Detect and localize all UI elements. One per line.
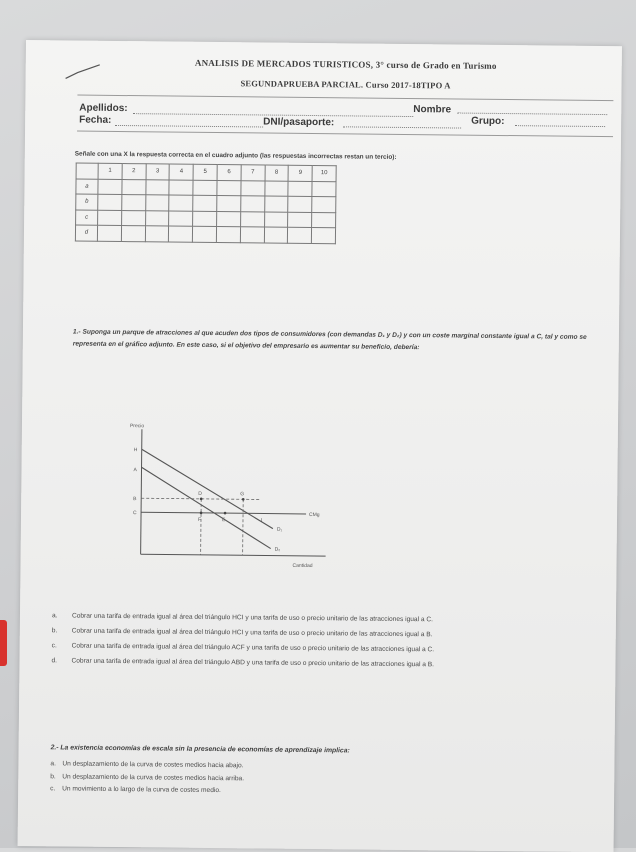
graph-y-axis-label: Precio	[129, 423, 145, 430]
option-text: Cobrar una tarifa de entrada igual al área del triángulo HCI y una tarifa de uso o precio unitario de las atracciones igual a C.	[71, 612, 434, 624]
apellidos-label: Apellidos:	[79, 102, 128, 115]
answer-cell[interactable]	[121, 210, 145, 226]
cmg-label: CMg	[309, 511, 320, 519]
option-text: Cobrar una tarifa de entrada igual al área del triángulo ACF y una tarifa de uso o precio unitario de las atracciones igual a C.	[71, 642, 435, 654]
demand-graph	[100, 419, 342, 572]
demand-curve-2	[141, 467, 272, 548]
graph-x-axis-label: Cantidad	[292, 562, 313, 570]
grupo-label: Grupo:	[471, 115, 505, 128]
nombre-label: Nombre	[413, 104, 452, 116]
option-text: Un desplazamiento de la curva de costes medios hacia arriba.	[62, 772, 245, 782]
header-divider	[77, 95, 613, 102]
answer-cell[interactable]	[288, 181, 312, 197]
option-letter: b.	[50, 772, 56, 780]
question-2-options	[50, 758, 590, 801]
answer-cell[interactable]	[145, 226, 169, 242]
demand-curve-1	[141, 449, 274, 528]
answer-cell[interactable]	[240, 196, 264, 212]
option-letter: a.	[51, 612, 58, 620]
answer-cell[interactable]	[98, 179, 122, 195]
point-marker	[242, 498, 245, 501]
answer-cell[interactable]	[217, 196, 241, 212]
instructions-text: Señale con una X la respuesta correcta en el cuadro adjunto (las respuestas incorrectas restan un tercio):	[74, 150, 397, 161]
answer-cell[interactable]	[264, 227, 288, 243]
answer-cell[interactable]	[169, 226, 193, 242]
answer-cell[interactable]	[312, 197, 336, 213]
answer-grid-row-d	[75, 225, 335, 243]
answer-cell[interactable]	[145, 210, 169, 226]
answer-grid	[75, 163, 337, 244]
answer-cell[interactable]	[217, 211, 241, 227]
option-letter: d.	[51, 657, 58, 665]
point-label-g: G	[240, 491, 245, 498]
marginal-cost-line	[141, 512, 306, 514]
red-page-tab	[0, 620, 7, 666]
answer-cell[interactable]	[264, 196, 288, 212]
point-label-a: A	[133, 467, 137, 474]
answer-cell[interactable]	[98, 194, 122, 210]
point-label-b: B	[133, 496, 137, 503]
answer-cell[interactable]	[121, 226, 145, 242]
answer-cell[interactable]	[169, 180, 193, 196]
point-label-d: D	[198, 490, 202, 497]
answer-grid-col-header: 5	[193, 164, 217, 180]
option-letter: a.	[50, 760, 56, 768]
answer-cell[interactable]	[193, 195, 217, 211]
answer-grid-col-header: 9	[288, 165, 312, 181]
answer-grid-col-header: 3	[146, 164, 170, 180]
answer-grid-col-header: 4	[169, 164, 193, 180]
option-text: Cobrar una tarifa de entrada igual al área del triángulo HCI y una tarifa de uso o precio unitario de las atracciones igual a B.	[71, 627, 433, 639]
answer-cell[interactable]	[312, 181, 336, 197]
option-text: Un movimiento a lo largo de la curva de costes medio.	[62, 785, 221, 795]
point-label-e: E	[221, 517, 226, 524]
answer-cell[interactable]	[288, 227, 312, 243]
answer-grid-row-label: d	[75, 225, 97, 241]
answer-grid-col-header: 1	[98, 163, 122, 179]
point-marker	[224, 512, 227, 515]
answer-cell[interactable]	[312, 228, 336, 244]
demand-2-label: D₂	[274, 546, 281, 553]
dni-label: DNI/pasaporte:	[263, 116, 335, 129]
question-1-options	[49, 610, 610, 676]
answer-grid-col-header: 2	[122, 164, 146, 180]
answer-cell[interactable]	[145, 179, 169, 195]
answer-cell[interactable]	[240, 211, 264, 227]
option-letter: c.	[50, 785, 56, 793]
answer-grid-col-header: 6	[217, 165, 241, 181]
grupo-line	[515, 115, 605, 127]
answer-cell[interactable]	[97, 225, 121, 241]
fecha-line	[115, 115, 263, 128]
answer-grid-row-label: b	[76, 194, 98, 210]
graph-x-axis	[141, 554, 326, 556]
answer-grid-col-header: 7	[241, 165, 265, 181]
answer-cell[interactable]	[145, 195, 169, 211]
answer-grid-row-label: a	[76, 179, 98, 195]
option-letter: b.	[51, 627, 58, 635]
answer-cell[interactable]	[122, 195, 146, 211]
option-text: Un desplazamiento de la curva de costes medios hacia abajo.	[62, 760, 244, 770]
point-marker	[200, 498, 203, 501]
answer-cell[interactable]	[193, 180, 217, 196]
answer-cell[interactable]	[216, 227, 240, 243]
exam-sheet	[18, 40, 622, 852]
answer-cell[interactable]	[98, 210, 122, 226]
answer-cell[interactable]	[264, 212, 288, 228]
answer-cell[interactable]	[169, 195, 193, 211]
answer-cell[interactable]	[241, 180, 265, 196]
question-2-title: 2.- La existencia economías de escala sin la presencia de economías de aprendizaje implica:	[50, 744, 350, 755]
exam-header-title: ANALISIS DE MERCADOS TURISTICOS, 3° curso de Grado en Turismo	[194, 57, 497, 71]
answer-cell[interactable]	[288, 196, 312, 212]
answer-cell[interactable]	[312, 212, 336, 228]
demand-1-label: D₁	[276, 526, 283, 533]
dni-line	[343, 116, 461, 128]
vertical-dashed-line-2	[243, 499, 244, 555]
answer-cell[interactable]	[193, 211, 217, 227]
answer-cell[interactable]	[169, 211, 193, 227]
answer-grid-col-header: 10	[312, 166, 336, 182]
vertical-dashed-line-1	[201, 499, 202, 555]
answer-cell[interactable]	[193, 226, 217, 242]
graph-y-axis	[141, 429, 142, 554]
fecha-label: Fecha:	[79, 114, 112, 126]
fields-divider	[77, 131, 613, 138]
point-label-i: I	[260, 517, 263, 524]
question-1-text: 1.- Suponga un parque de atracciones al que acuden dos tipos de consumidores (con demandas D₁ y D₂) y con un coste marginal constante igual a C, tal y como se representa en el gráfico adjunto. En este caso, si el objetivo del empresario es aumentar su beneficio, debería:	[72, 328, 587, 352]
exam-header-subtitle: SEGUNDAPRUEBA PARCIAL. Curso 2017-18TIPO A	[240, 78, 451, 91]
answer-cell[interactable]	[288, 212, 312, 228]
point-label-c: C	[133, 510, 137, 517]
answer-grid-col-header: 8	[265, 165, 289, 181]
answer-cell[interactable]	[217, 180, 241, 196]
answer-cell[interactable]	[240, 227, 264, 243]
answer-grid-corner	[76, 163, 98, 179]
option-letter: c.	[51, 642, 57, 650]
point-marker	[200, 512, 203, 515]
point-label-f: F	[197, 516, 202, 523]
answer-grid-row-label: c	[76, 210, 98, 226]
answer-cell[interactable]	[264, 181, 288, 197]
answer-cell[interactable]	[122, 179, 146, 195]
nombre-line	[457, 103, 607, 116]
question-1-option-d[interactable]	[49, 655, 609, 673]
point-label-h: H	[133, 447, 138, 454]
option-text: Cobrar una tarifa de entrada igual al área del triángulo ABD y una tarifa de uso o precio unitario de las atracciones igual a B.	[71, 657, 435, 669]
